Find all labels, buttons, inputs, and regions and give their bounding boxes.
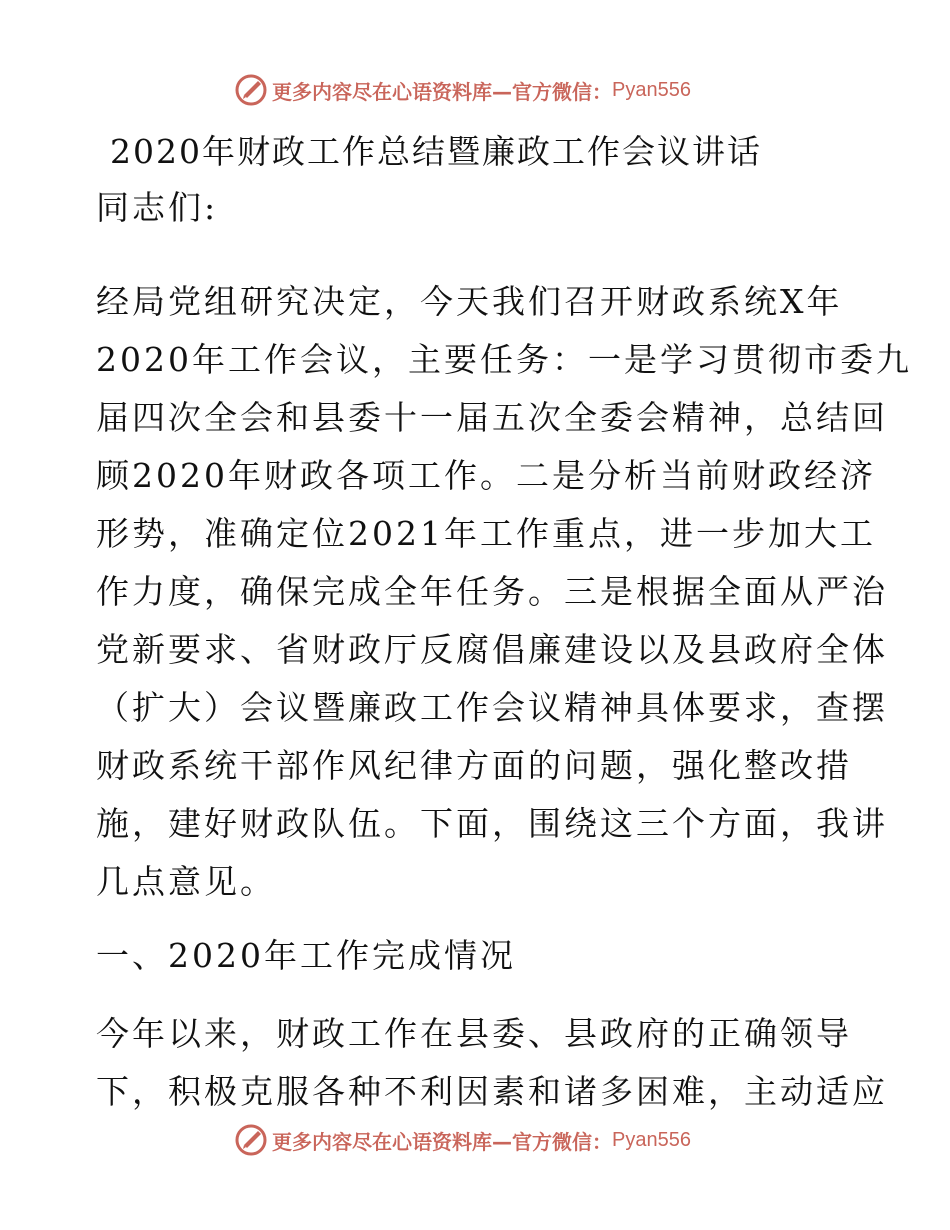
paragraph-line: （扩大）会议暨廉政工作会议精神具体要求，查摆 xyxy=(96,688,888,727)
paragraph-line: 几点意见。 xyxy=(96,862,276,901)
paragraph-line: 届四次全会和县委十一届五次全委会精神，总结回 xyxy=(96,398,888,437)
paragraph-line: 施，建好财政队伍。下面，围绕这三个方面，我讲 xyxy=(96,804,888,843)
watermark-header xyxy=(234,73,691,107)
paragraph-line: 顾2020年财政各项工作。二是分析当前财政经济 xyxy=(96,456,876,495)
watermark-footer xyxy=(234,1123,691,1157)
brand-logo-icon xyxy=(234,1123,268,1157)
watermark-wechat-id: Pyan556 xyxy=(612,78,691,101)
paragraph-line: 2020年工作会议，主要任务：一是学习贯彻市委九 xyxy=(96,340,912,379)
paragraph-line: 今年以来，财政工作在县委、县政府的正确领导 xyxy=(96,1014,852,1053)
watermark-wechat-id: Pyan556 xyxy=(612,1128,691,1151)
salutation: 同志们: xyxy=(96,188,219,227)
brand-logo-icon xyxy=(234,73,268,107)
paragraph-line: 经局党组研究决定，今天我们召开财政系统X年 xyxy=(96,282,843,321)
watermark-text: 更多内容尽在心语资料库—官方微信： xyxy=(272,1129,612,1154)
paragraph-line: 党新要求、省财政厅反腐倡廉建设以及县政府全体 xyxy=(96,630,888,669)
paragraph-line: 财政系统干部作风纪律方面的问题，强化整改措 xyxy=(96,746,852,785)
paragraph-line: 下，积极克服各种不利因素和诸多困难，主动适应 xyxy=(96,1072,888,1111)
document-title: 2020年财政工作总结暨廉政工作会议讲话 xyxy=(110,132,762,171)
paragraph-line: 形势，准确定位2021年工作重点，进一步加大工 xyxy=(96,514,876,553)
watermark-text: 更多内容尽在心语资料库—官方微信： xyxy=(272,79,612,104)
paragraph-line: 作力度，确保完成全年任务。三是根据全面从严治 xyxy=(96,572,888,611)
section-heading: 一、2020年工作完成情况 xyxy=(96,936,516,975)
